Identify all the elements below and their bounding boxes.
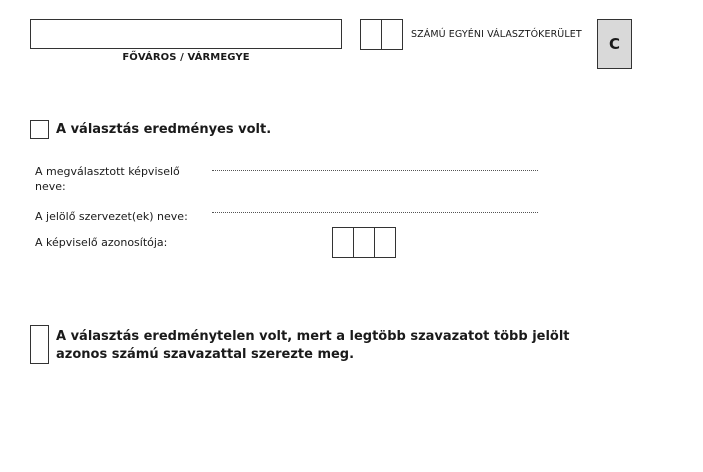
representative-id-boxes [332,227,396,258]
valid-election-label: A választás eredményes volt. [56,122,272,137]
representative-name-label: A megválasztott képviselő neve: [35,165,180,193]
district-number-boxes [360,19,403,50]
county-label: FŐVÁROS / VÁRMEGYE [122,52,250,63]
valid-election-checkbox[interactable] [30,120,49,139]
nominating-org-label: A jelölő szervezet(ek) neve: [35,210,188,223]
representative-id-digit-2[interactable] [353,227,375,258]
representative-id-label: A képviselő azonosítója: [35,236,168,249]
nominating-org-field[interactable] [212,212,538,213]
representative-id-digit-3[interactable] [374,227,396,258]
invalid-election-text-line-1: A választás eredménytelen volt, mert a legtöbb szavazatot több jelölt [56,329,570,344]
district-label: SZÁMÚ EGYÉNI VÁLASZTÓKERÜLET [411,29,582,40]
county-input[interactable] [30,19,342,49]
representative-id-digit-1[interactable] [332,227,354,258]
invalid-election-label [56,328,570,364]
representative-name-field[interactable] [212,170,538,171]
district-digit-2[interactable] [381,19,403,50]
invalid-election-text-line-2: azonos számú szavazattal szerezte meg. [56,347,355,362]
form-letter-badge: C [597,19,632,69]
invalid-election-checkbox[interactable] [30,325,49,364]
district-digit-1[interactable] [360,19,382,50]
